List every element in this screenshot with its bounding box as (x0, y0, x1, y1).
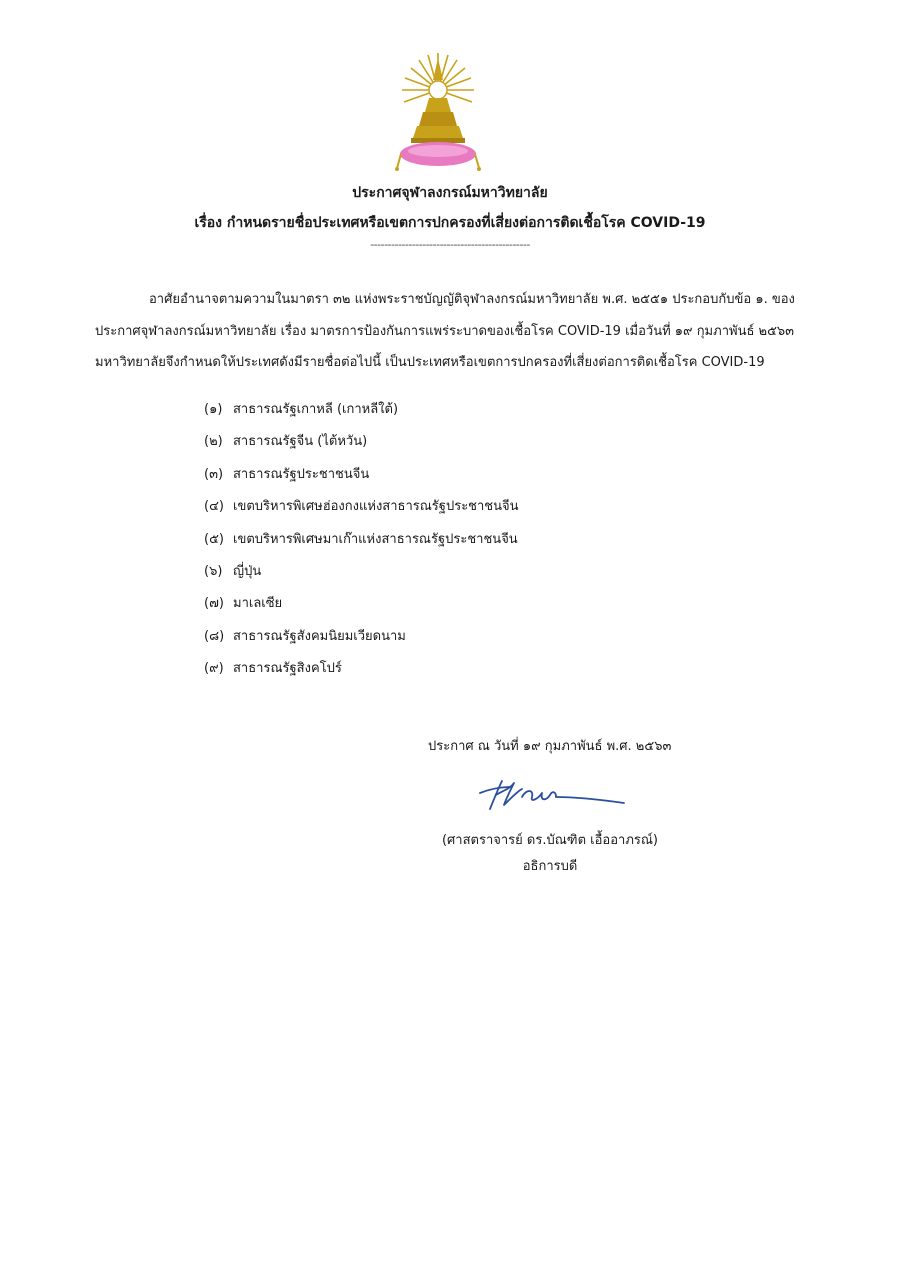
paragraph-line-1: อาศัยอำนาจตามความในมาตรา ๓๒ แห่งพระราชบัญญัติจุฬาลงกรณ์มหาวิทยาลัย พ.ศ. ๒๕๕๑ ประกอบกับข้อ ๑. ของ (149, 292, 795, 307)
list-item (204, 562, 519, 594)
list-item (204, 659, 519, 691)
announcement-subject: เรื่อง กำหนดรายชื่อประเทศหรือเขตการปกครองที่เสี่ยงต่อการติดเชื้อโรค COVID-19 (194, 215, 706, 231)
announcement-title: ประกาศจุฬาลงกรณ์มหาวิทยาลัย (352, 185, 548, 201)
country-list (204, 400, 519, 692)
university-emblem-icon (395, 50, 481, 175)
list-item-label: สาธารณรัฐสิงคโปร์ (233, 661, 342, 677)
list-item-number: (๓) (204, 466, 224, 482)
announcement-date: ประกาศ ณ วันที่ ๑๙ กุมภาพันธ์ พ.ศ. ๒๕๖๓ (428, 739, 672, 754)
list-item (204, 530, 519, 562)
list-item (204, 432, 519, 464)
list-item-label: สาธารณรัฐจีน (ไต้หวัน) (233, 434, 368, 450)
list-item-number: (๕) (204, 531, 224, 547)
list-item-label: เขตบริหารพิเศษฮ่องกงแห่งสาธารณรัฐประชาชนจีน (233, 499, 519, 515)
list-item (204, 465, 519, 497)
list-item (204, 594, 519, 626)
list-item-number: (๑) (204, 402, 223, 417)
signer-name: (ศาสตราจารย์ ดร.บัณฑิต เอื้ออาภรณ์) (441, 833, 659, 848)
list-item-number: (๙) (204, 661, 224, 677)
list-item (204, 400, 519, 432)
list-item-label: สาธารณรัฐประชาชนจีน (233, 466, 370, 482)
list-item-number: (๘) (204, 628, 225, 644)
list-item-label: ญี่ปุ่น (233, 563, 262, 579)
separator-line: ---------------------------------------------- (370, 238, 530, 251)
list-item-label: สาธารณรัฐสังคมนิยมเวียดนาม (233, 628, 406, 644)
list-item-number: (๗) (204, 596, 224, 612)
list-item-number: (๔) (204, 499, 224, 515)
list-item-label: สาธารณรัฐเกาหลี (เกาหลีใต้) (233, 402, 399, 417)
signer-title: อธิการบดี (522, 859, 578, 874)
list-item-label: มาเลเซีย (233, 596, 283, 612)
paragraph-line-3: มหาวิทยาลัยจึงกำหนดให้ประเทศดังมีรายชื่อต่อไปนี้ เป็นประเทศหรือเขตการปกครองที่เสี่ยงต่อการติดเชื้อโรค COVID-19 (95, 355, 765, 370)
list-item-number: (๒) (204, 434, 223, 450)
list-item-label: เขตบริหารพิเศษมาเก๊าแห่งสาธารณรัฐประชาชนจีน (233, 531, 518, 547)
paragraph-line-2: ประกาศจุฬาลงกรณ์มหาวิทยาลัย เรื่อง มาตรการป้องกันการแพร่ระบาดของเชื้อโรค COVID-19 เมื่อวันที่ ๑๙ กุมภาพันธ์ ๒๕๖๓ (95, 324, 795, 339)
list-item (204, 627, 519, 659)
list-item-number: (๖) (204, 563, 223, 579)
handwritten-signature (476, 775, 628, 815)
list-item (204, 497, 519, 529)
